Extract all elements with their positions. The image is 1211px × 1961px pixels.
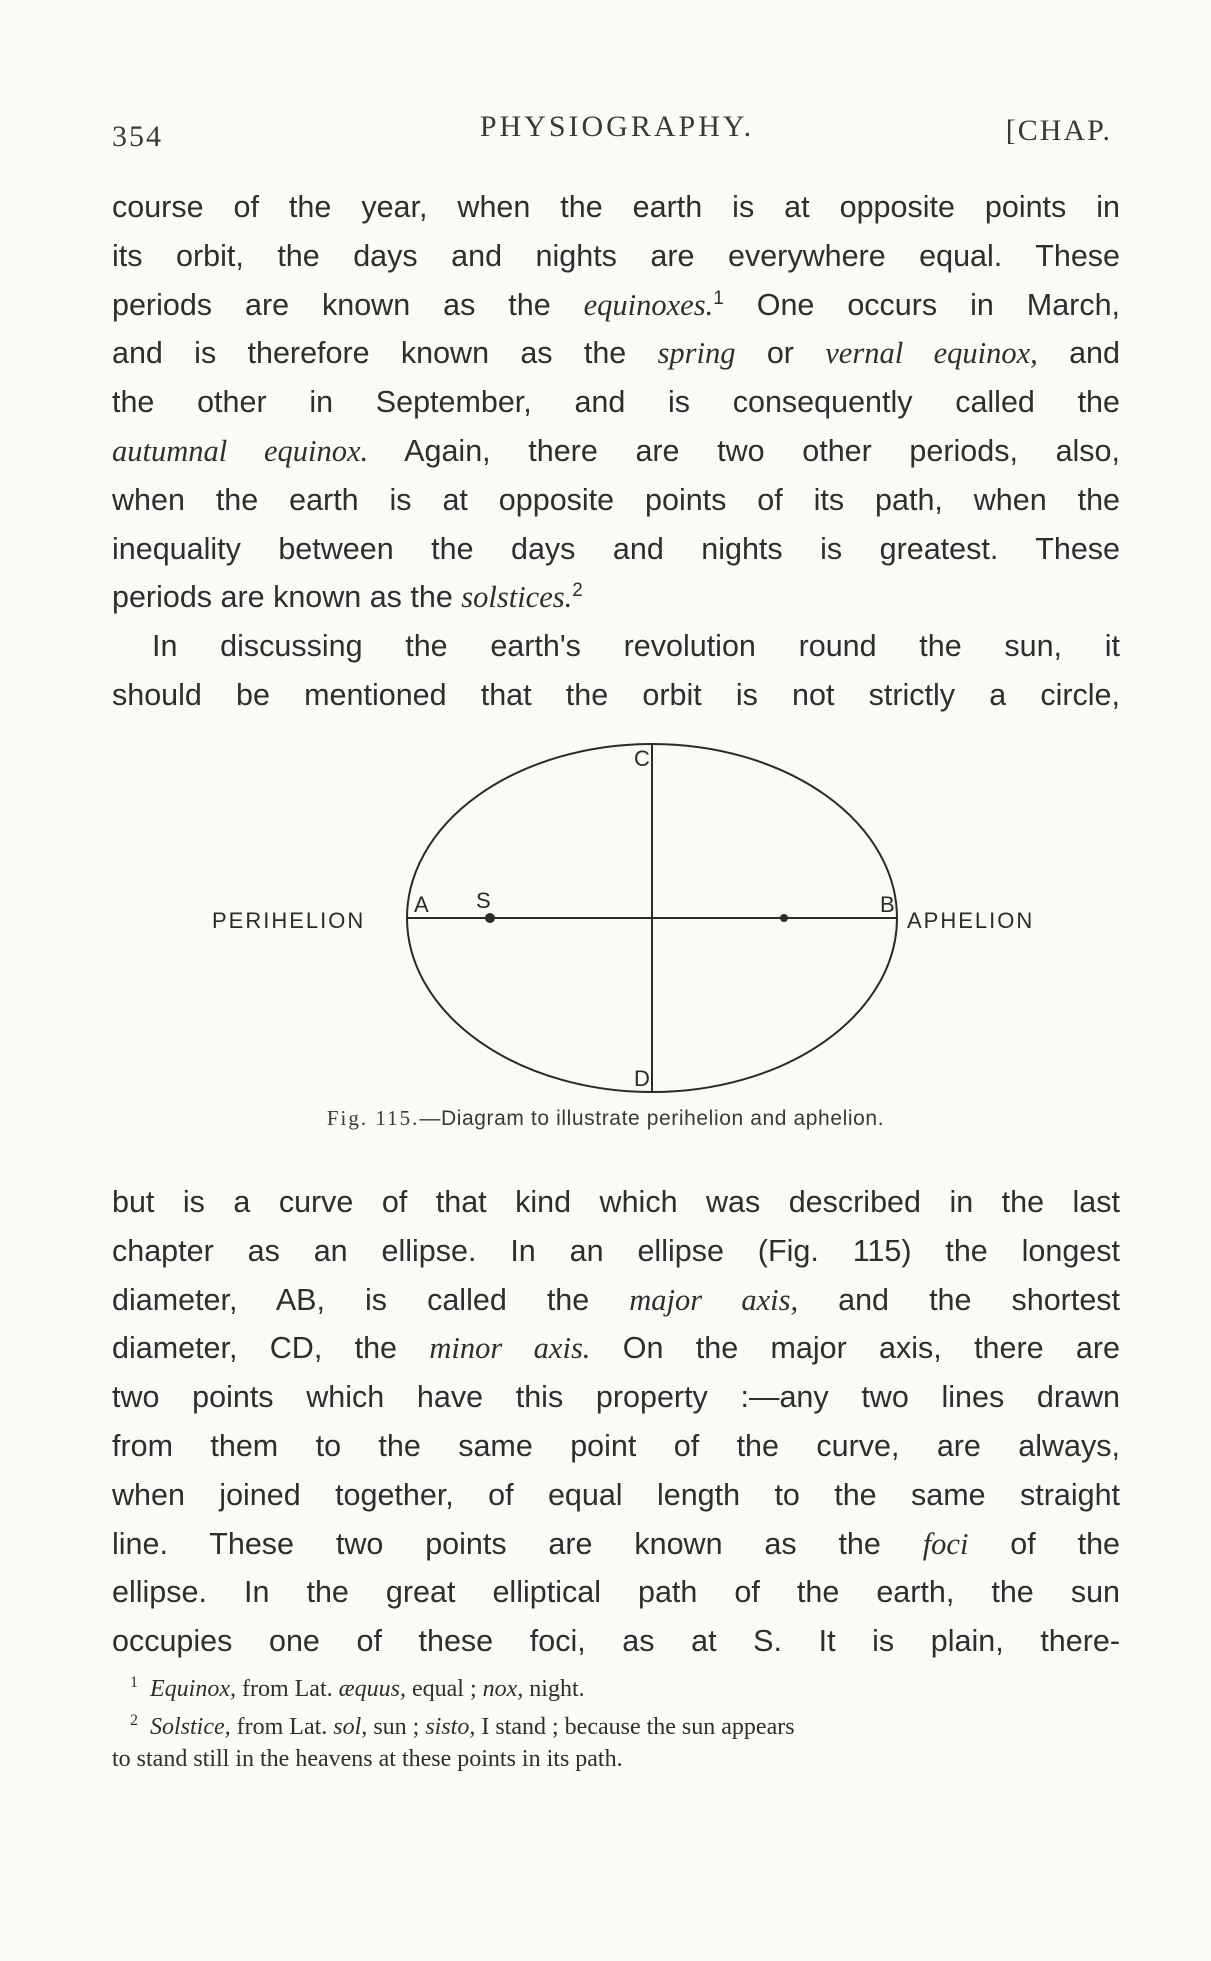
text-line: two points which have this property :—any two lines drawn bbox=[112, 1380, 1120, 1415]
second-focus bbox=[780, 914, 788, 922]
text-line: line. These two points are known as the foci of the bbox=[112, 1526, 1120, 1561]
text-line: its orbit, the days and nights are everywhere equal. These bbox=[112, 238, 1120, 273]
page-number: 354 bbox=[112, 120, 163, 153]
text-line: the other in September, and is consequently called the bbox=[112, 385, 1120, 420]
text-line: chapter as an ellipse. In an ellipse (Fig. 115) the longest bbox=[112, 1233, 1120, 1268]
paragraph-orbit bbox=[112, 622, 1120, 720]
point-d-label: D bbox=[634, 1066, 650, 1091]
text-line: diameter, CD, the minor axis. On the major axis, there are bbox=[112, 1331, 1120, 1366]
term-minor-axis: minor axis. bbox=[429, 1331, 591, 1366]
point-b-label: B bbox=[880, 892, 895, 917]
running-title: PHYSIOGRAPHY. bbox=[479, 110, 755, 143]
term-equinoxes: equinoxes. bbox=[583, 287, 714, 322]
perihelion-label: PERIHELION bbox=[212, 908, 366, 933]
text-line: and is therefore known as the spring or vernal equinox, and bbox=[112, 336, 1120, 371]
running-header bbox=[112, 104, 1122, 154]
term-foci: foci bbox=[922, 1526, 969, 1561]
term-autumnal-equinox: autumnal equinox. bbox=[112, 433, 369, 468]
text-line: should be mentioned that the orbit is not strictly a circle, bbox=[112, 677, 1120, 712]
footnote-ref-2[interactable]: 2 bbox=[572, 580, 583, 602]
text-line: inequality between the days and nights is greatest. These bbox=[112, 531, 1120, 566]
sun-focus bbox=[485, 913, 495, 923]
footnote-1: $^1$ Equinox, from Lat. æquus, equal ; nox, night. bbox=[130, 1674, 585, 1702]
text-line: In discussing the earth's revolution round the sun, it bbox=[152, 629, 1120, 663]
text-line: autumnal equinox. Again, there are two other periods, also, bbox=[112, 433, 1120, 468]
text-line: but is a curve of that kind which was described in the last bbox=[112, 1185, 1120, 1219]
paragraph-equinoxes bbox=[112, 183, 1120, 622]
text-line: from them to the same point of the curve, are always, bbox=[112, 1428, 1120, 1463]
footnote-ref-1[interactable]: 1 bbox=[713, 287, 724, 309]
text-line: when the earth is at opposite points of its path, when the bbox=[112, 482, 1120, 517]
text-line: when joined together, of equal length to the same straight bbox=[112, 1477, 1120, 1512]
footnotes bbox=[112, 1667, 1120, 1775]
figure-caption-text: —Diagram to illustrate perihelion and aphelion. bbox=[419, 1107, 885, 1130]
footnote-2-continued: to stand still in the heavens at these points in its path. bbox=[112, 1746, 623, 1772]
text-line: diameter, AB, is called the major axis, and the shortest bbox=[112, 1282, 1121, 1317]
text-line: course of the year, when the earth is at opposite points in bbox=[112, 190, 1120, 224]
text-line: periods are known as the solstices.$^2$ bbox=[112, 580, 583, 615]
figure-caption bbox=[0, 1106, 1211, 1131]
text-line: occupies one of these foci, as at S. It is plain, there- bbox=[112, 1624, 1120, 1659]
point-a-label: A bbox=[414, 892, 429, 917]
orbit-diagram bbox=[200, 740, 1040, 1100]
text-line: ellipse. In the great elliptical path of the earth, the sun bbox=[112, 1575, 1120, 1610]
term-spring: spring bbox=[657, 336, 736, 371]
term-solstices: solstices. bbox=[461, 580, 573, 615]
footnote-2: $^2$ Solstice, from Lat. sol, sun ; sisto, I stand ; because the sun appears bbox=[130, 1712, 795, 1740]
text-line: periods are known as the equinoxes.$^1$ One occurs in March, bbox=[112, 287, 1121, 322]
point-c-label: C bbox=[634, 746, 650, 771]
term-major-axis: major axis, bbox=[629, 1282, 799, 1317]
figure-number: Fig. 115. bbox=[326, 1106, 420, 1130]
paragraph-ellipse bbox=[112, 1178, 1120, 1666]
term-vernal-equinox: vernal equinox, bbox=[825, 336, 1038, 371]
aphelion-label: APHELION bbox=[907, 908, 1035, 933]
point-s-label: S bbox=[476, 888, 491, 913]
chapter-mark: [CHAP. bbox=[1005, 114, 1112, 147]
